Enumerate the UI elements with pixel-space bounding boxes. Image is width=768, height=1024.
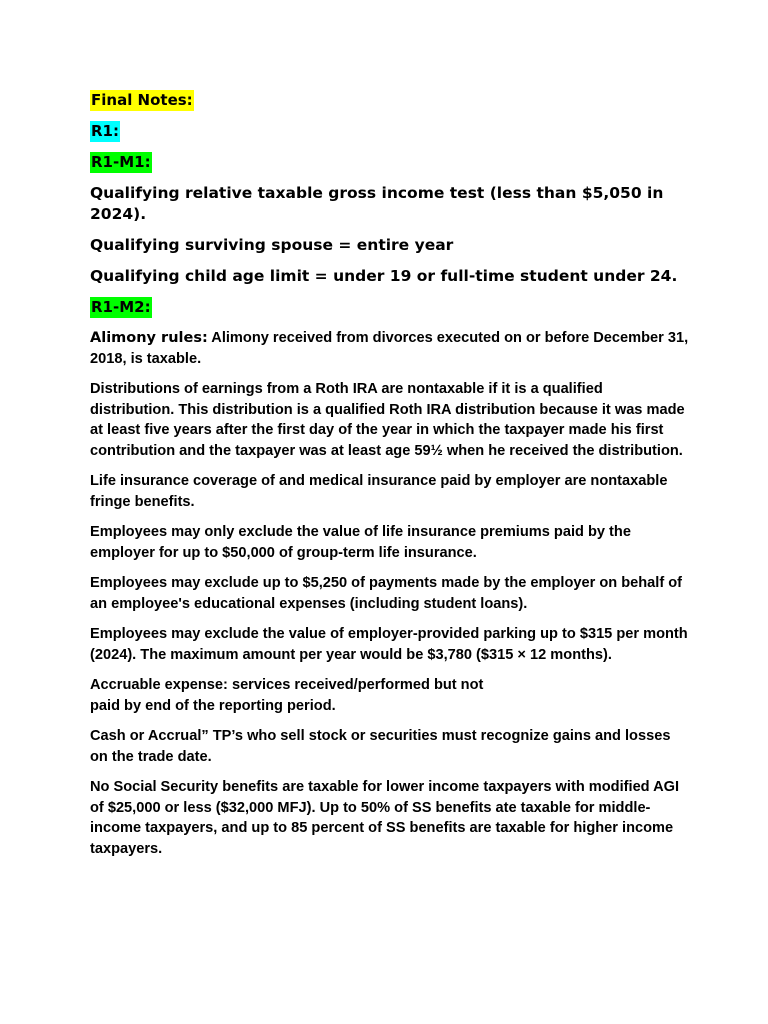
r1-m2-heading-row xyxy=(90,297,690,318)
note-group-term-life: Employees may only exclude the value of life insurance premiums paid by the employer for up to $50,000 of group-term life insurance. xyxy=(90,524,631,561)
r1-m1-heading: R1-M1: xyxy=(91,153,151,171)
note-alimony-rules xyxy=(90,328,690,369)
r1-m2-heading: R1-M2: xyxy=(91,298,151,316)
document-page xyxy=(90,90,690,869)
r1-m1-heading-row xyxy=(90,152,690,173)
r1-heading: R1: xyxy=(91,122,119,140)
accruable-line-1: Accruable expense: services received/performed but not xyxy=(90,677,484,693)
note-child-age-limit: Qualifying child age limit = under 19 or full-time student under 24. xyxy=(90,267,678,285)
r1-heading-row xyxy=(90,121,690,142)
note-accruable-expense xyxy=(90,675,690,716)
alimony-text: Alimony received from divorces executed on or before December 31, 2018, is taxable. xyxy=(90,330,689,367)
final-notes-heading: Final Notes: xyxy=(91,91,193,109)
note-fringe-benefits: Life insurance coverage of and medical insurance paid by employer are nontaxable fringe benefits. xyxy=(90,473,668,510)
note-surviving-spouse: Qualifying surviving spouse = entire year xyxy=(90,236,454,254)
accruable-line-2: paid by end of the reporting period. xyxy=(90,697,336,714)
note-educational-assistance: Employees may exclude up to $5,250 of payments made by the employer on behalf of an employee's educational expenses (including student loans). xyxy=(90,575,683,612)
note-parking-exclusion: Employees may exclude the value of employer-provided parking up to $315 per month (2024). The maximum amount per year would be $3,780 ($315 × 12 months). xyxy=(90,626,688,663)
alimony-label: Alimony rules: xyxy=(90,330,208,346)
note-trade-date: Cash or Accrual” TP’s who sell stock or securities must recognize gains and losses on the trade date. xyxy=(90,728,671,765)
note-roth-ira: Distributions of earnings from a Roth IRA are nontaxable if it is a qualified distribution. This distribution is a qualified Roth IRA distribution because it was made at least five years after the first day of the year in which the taxpayer made his first contribution and the taxpayer was at least age 59½ when he received the distribution. xyxy=(90,381,685,459)
note-relative-income-test: Qualifying relative taxable gross income test (less than $5,050 in 2024). xyxy=(90,184,664,223)
final-notes-heading-row xyxy=(90,90,690,111)
note-social-security: No Social Security benefits are taxable for lower income taxpayers with modified AGI of $25,000 or less ($32,000 MFJ). Up to 50% of SS benefits ate taxable for middle-income taxpayers, and up to 85 percent of SS benefits are taxable for higher income taxpayers. xyxy=(90,779,680,857)
